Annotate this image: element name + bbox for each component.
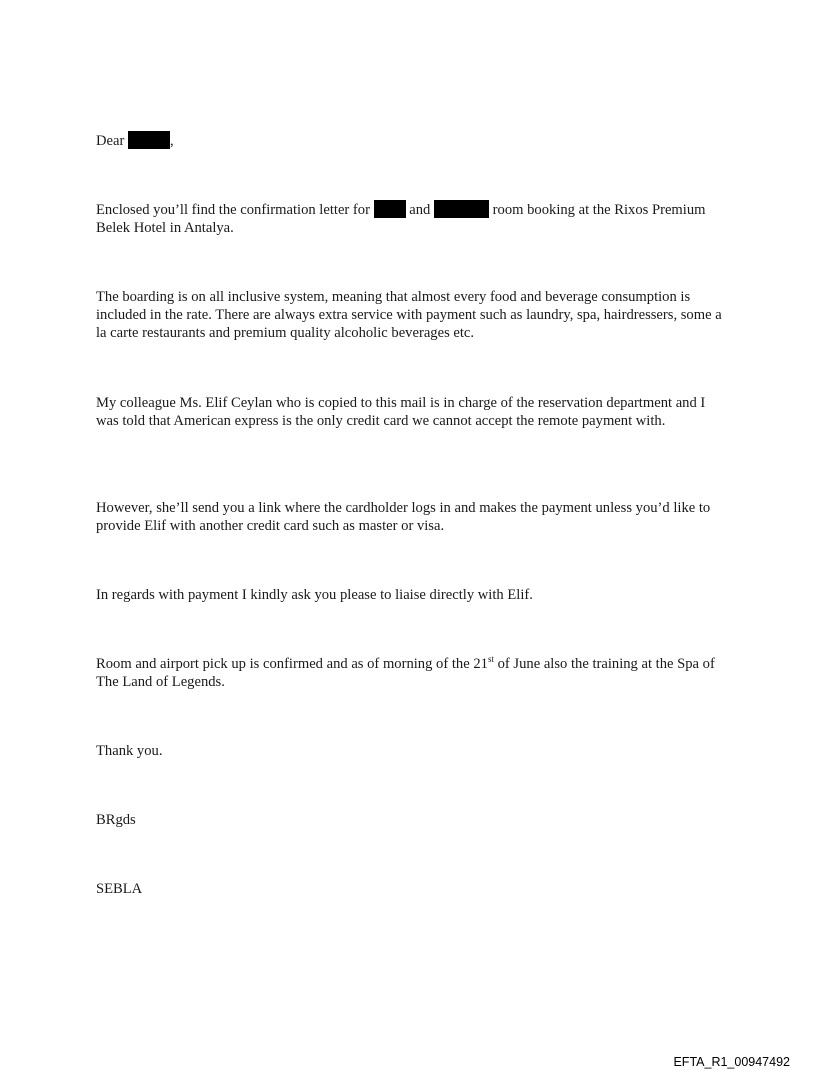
closing-line: BRgds [96,812,136,828]
paragraph-confirmation-after: room booking at the Rixos Premium Belek Hotel in Antalya. [96,202,706,236]
document-id: EFTA_R1_00947492 [673,1055,790,1069]
salutation-suffix: , [170,133,174,149]
salutation-prefix: Dear [96,133,125,149]
paragraph-payment-department: My colleague Ms. Elif Ceylan who is copied to this mail is in charge of the reservation department and I was told that American express is the only credit card we cannot accept the remote payment with. [96,395,706,429]
paragraph-confirmation-and: and [409,202,431,218]
ordinal-suffix: st [487,654,494,664]
redacted-name-2 [434,200,489,218]
paragraph-pickup [96,655,726,691]
paragraph-boarding: The boarding is on all inclusive system, meaning that almost every food and beverage consumption is included in the rate. There are always extra service with payment such as laundry, spa, hairdressers, some a la carte restaurants and premium quality alcoholic beverages etc. [96,289,722,341]
paragraph-payment-link: However, she’ll send you a link where the cardholder logs in and makes the payment unless you’d like to provide Elif with another credit card such as master or visa. [96,500,711,534]
thanks-line: Thank you. [96,743,163,759]
paragraph-pickup-after: of June also the training at the Spa of The Land of Legends. [96,656,715,690]
paragraph-confirmation [96,200,726,237]
paragraph-liaise: In regards with payment I kindly ask you please to liaise directly with Elif. [96,587,533,603]
redacted-name-1 [374,200,406,218]
salutation [96,131,726,150]
paragraph-confirmation-before: Enclosed you’ll find the confirmation letter for [96,202,370,218]
redacted-name [128,131,170,149]
paragraph-pickup-before: Room and airport pick up is confirmed and as of morning of the 21 [96,656,488,672]
signature: SEBLA [96,881,143,897]
